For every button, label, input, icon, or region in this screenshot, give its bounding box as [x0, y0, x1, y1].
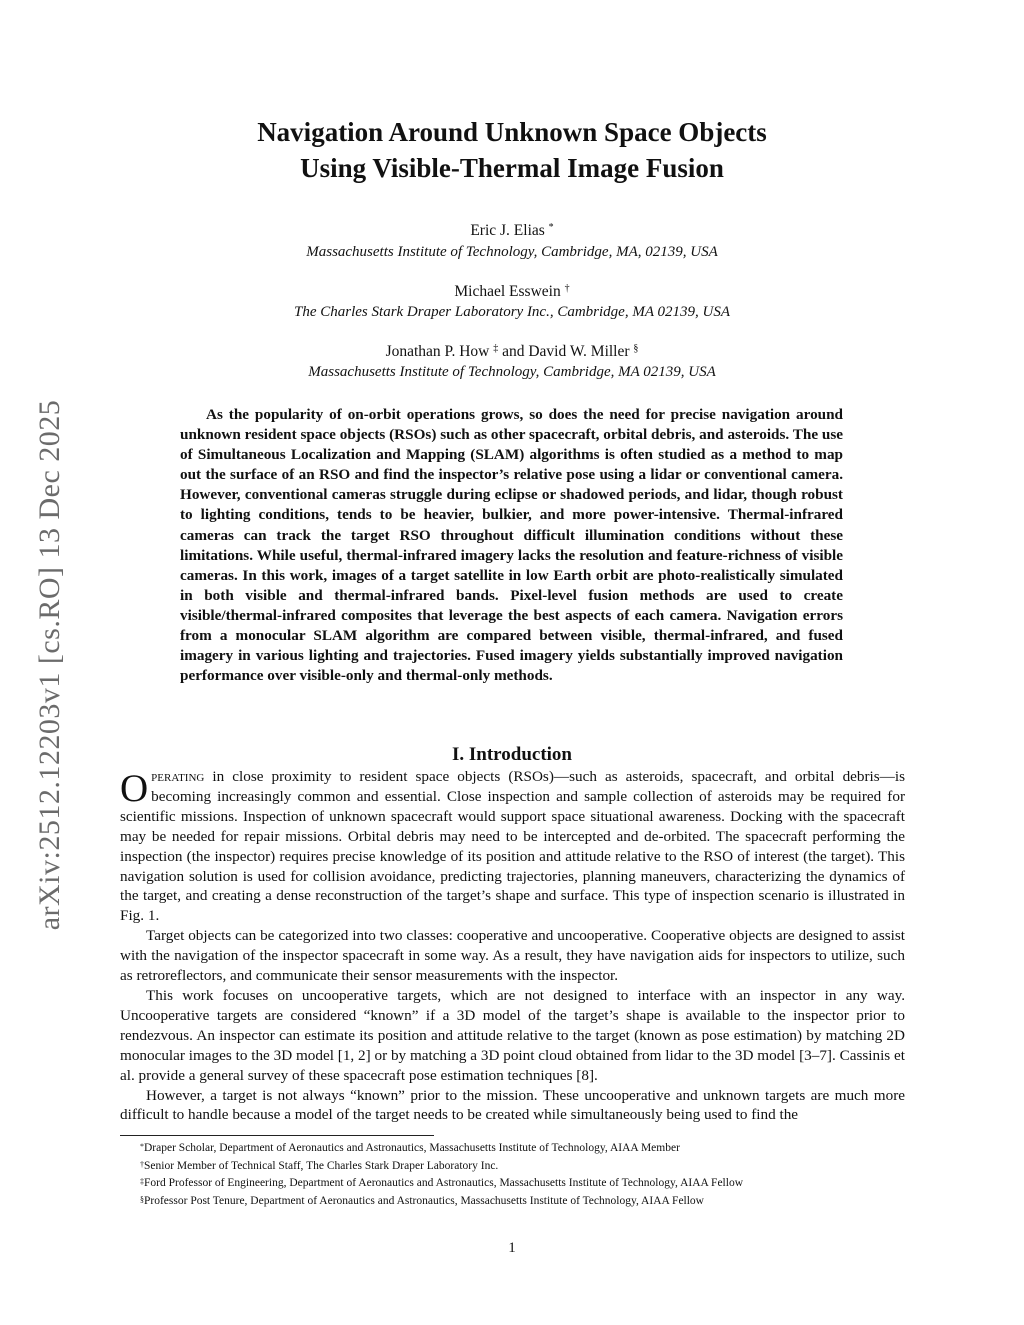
author-name: Jonathan P. How [385, 343, 490, 360]
footnote-text: Ford Professor of Engineering, Department of Aeronautics and Astronautics, Massachusetts Institute of Technology, AIAA Fellow [144, 1177, 744, 1189]
page-number: 1 [508, 1240, 516, 1256]
author-name: David W. Miller [528, 343, 630, 360]
author-3 [0, 342, 1024, 362]
title-line-1: Navigation Around Unknown Space Objects [257, 117, 767, 147]
author-1 [0, 221, 1024, 241]
footnote-mark: † [140, 1159, 144, 1169]
author-mark: † [564, 283, 570, 294]
author-mark: * [548, 222, 554, 233]
body-text [120, 767, 905, 1125]
author-connector: and [502, 343, 525, 360]
paragraph-text: in close proximity to resident space objects (RSOs)—such as asteroids, spacecraft, and orbital debris—is becoming increasingly common and essential. Close inspection and sample collection of asteroids may be required for scientific missions. Inspection of unknown spacecraft would support space situational awareness. Docking with the spacecraft may be needed for repair missions. Orbital debris may need to be intercepted and de-orbited. The spacecraft performing the inspection (the inspector) requires precise knowledge of its position and attitude relative to the RSO of interest (the target). This navigation solution is used for collision avoidance, predicting trajectories, planning maneuvers, characterizing the dynamics of the target, and creating a dense reconstruction of the target’s shape and surface. This type of inspection scenario is illustrated in Fig. 1. [120, 768, 905, 925]
footnote-rule [120, 1135, 434, 1136]
abstract: As the popularity of on-orbit operations grows, so does the need for precise navigation around unknown resident space objects (RSOs) such as other spacecraft, orbital debris, and asteroids. The use of Simultaneous Localization and Mapping (SLAM) algorithms is often studied as a method to map out the surface of an RSO and find the inspector’s relative pose using a lidar or conventional camera. However, conventional cameras struggle during eclipse or shadowed periods, and lidar, though robust to lighting conditions, tends to be heavier, bulkier, and more power-intensive. Thermal-infrared cameras can track the target RSO throughout difficult illumination conditions without these limitations. While useful, thermal-infrared imagery lacks the resolution and feature-richness of visible cameras. In this work, images of a target satellite in low Earth orbit are photo-realistically simulated in both visible and thermal-infrared bands. Pixel-level fusion methods are used to create visible/thermal-infrared composites that leverage the best aspects of each camera. Navigation errors from a monocular SLAM algorithm are compared between visible, thermal-infrared, and fused imagery in various lighting and trajectories. Fused imagery yields substantially improved navigation performance over visible-only and thermal-only methods. [180, 406, 843, 685]
author-3-affiliation: Massachusetts Institute of Technology, Cambridge, MA 02139, USA [308, 364, 716, 380]
footnote-mark: * [140, 1142, 144, 1151]
footnote-mark: § [140, 1194, 144, 1204]
author-mark: ‡ [493, 343, 499, 354]
footnote-mark: ‡ [140, 1177, 144, 1186]
paragraph: Target objects can be categorized into two classes: cooperative and uncooperative. Cooperative objects are designed to assist with the navigation of the inspector spacecraft in some way. As a result, they have navigation aids for inspectors to utilize, such as retroreflectors, and communicate their sensor measurements with the inspector. [120, 927, 905, 985]
author-1-affiliation: Massachusetts Institute of Technology, Cambridge, MA, 02139, USA [306, 244, 718, 260]
author-2 [0, 282, 1024, 302]
arxiv-stamp: arXiv:2512.12203v1 [cs.RO] 13 Dec 2025 [33, 399, 66, 931]
footnote [120, 1175, 905, 1193]
paragraph: However, a target is not always “known” prior to the mission. These uncooperative and unknown targets are much more difficult to handle because a model of the target needs to be created while simultaneously being used to find the [120, 1086, 905, 1124]
footnote-text: Draper Scholar, Department of Aeronautics and Astronautics, Massachusetts Institute of Technology, AIAA Member [144, 1142, 680, 1154]
title-line-2: Using Visible-Thermal Image Fusion [300, 153, 724, 183]
footnote [120, 1158, 905, 1176]
author-name: Eric J. Elias [470, 222, 545, 239]
drop-cap: O [120, 767, 149, 810]
footnote [120, 1140, 905, 1158]
footnote-text: Professor Post Tenure, Department of Aeronautics and Astronautics, Massachusetts Institute of Technology, AIAA Fellow [144, 1194, 704, 1207]
footnote [120, 1193, 905, 1211]
author-2-affiliation: The Charles Stark Draper Laboratory Inc., Cambridge, MA 02139, USA [294, 304, 730, 320]
footnote-text: Senior Member of Technical Staff, The Charles Stark Draper Laboratory Inc. [144, 1159, 499, 1172]
author-name: Michael Esswein [454, 283, 561, 300]
paper-title [0, 114, 1024, 186]
footnotes [120, 1140, 905, 1210]
author-mark: § [633, 343, 639, 354]
smallcaps-lead: perating [151, 768, 205, 785]
paragraph [120, 767, 905, 926]
section-heading: I. Introduction [451, 744, 572, 765]
paragraph: This work focuses on uncooperative targets, which are not designed to interface with an inspector in any way. Uncooperative targets are considered “known” if a 3D model of the target’s shape is available to the inspector prior to rendezvous. An inspector can estimate its position and attitude relative to the target (known as pose estimation) by matching 2D monocular images to the 3D model [1, 2] or by matching a 3D point cloud obtained from lidar to the 3D model [3–7]. Cassinis et al. provide a general survey of these spacecraft pose estimation techniques [8]. [120, 986, 905, 1084]
